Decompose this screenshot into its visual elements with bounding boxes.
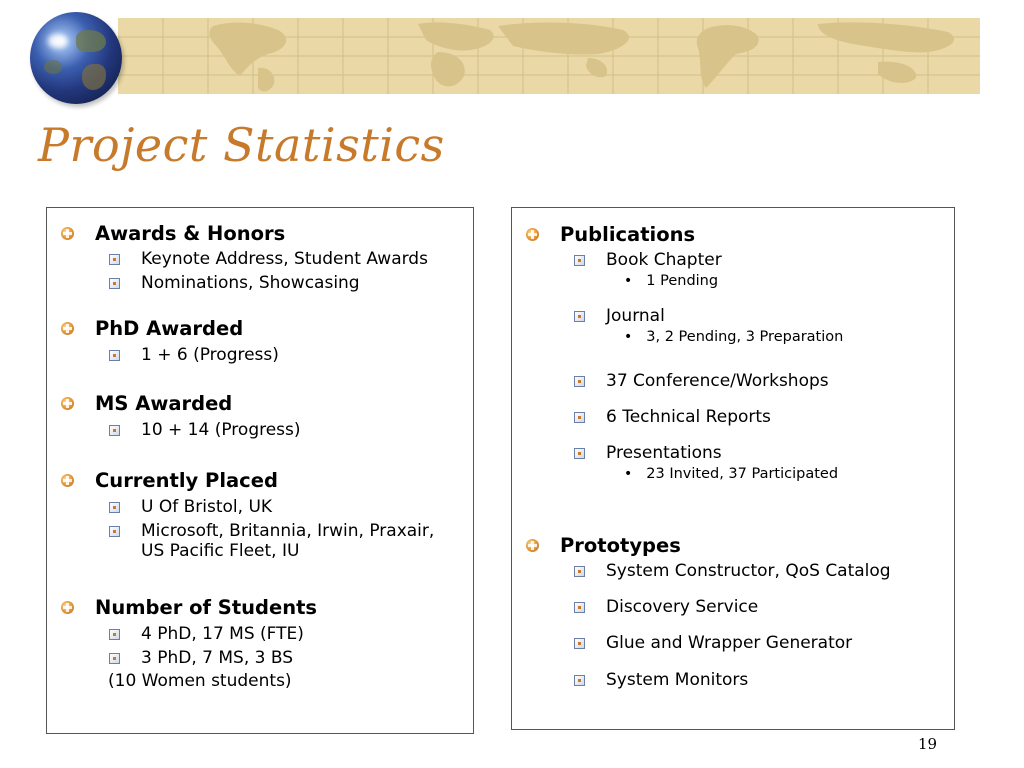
list-item: Journal bbox=[574, 306, 665, 326]
round-bullet-icon bbox=[61, 322, 74, 335]
square-bullet-icon bbox=[574, 675, 585, 686]
square-bullet-icon bbox=[574, 376, 585, 387]
section-prototypes bbox=[526, 534, 681, 557]
detail-item: • 3, 2 Pending, 3 Preparation bbox=[624, 329, 844, 345]
list-item: Microsoft, Britannia, Irwin, Praxair, US Pacific Fleet, IU bbox=[109, 521, 434, 561]
round-bullet-icon bbox=[526, 228, 539, 241]
list-item: Book Chapter bbox=[574, 250, 722, 270]
list-item: 37 Conference/Workshops bbox=[574, 371, 829, 391]
section-heading: Awards & Honors bbox=[95, 222, 286, 245]
list-item: System Constructor, QoS Catalog bbox=[574, 561, 891, 581]
section-ms bbox=[61, 392, 232, 415]
section-students bbox=[61, 596, 317, 619]
square-bullet-icon bbox=[574, 566, 585, 577]
page-number: 19 bbox=[918, 735, 938, 753]
world-map-banner bbox=[118, 18, 980, 94]
square-bullet-icon bbox=[109, 526, 120, 537]
section-publications bbox=[526, 223, 695, 246]
square-bullet-icon bbox=[109, 278, 120, 289]
section-heading: MS Awarded bbox=[95, 392, 233, 415]
list-item: 10 + 14 (Progress) bbox=[109, 420, 301, 440]
students-note: (10 Women students) bbox=[108, 671, 292, 691]
section-awards bbox=[61, 222, 285, 245]
dot-bullet-icon: • bbox=[624, 273, 633, 289]
list-item: Presentations bbox=[574, 443, 722, 463]
world-map-graphic bbox=[118, 18, 980, 94]
square-bullet-icon bbox=[109, 629, 120, 640]
list-item: 3 PhD, 7 MS, 3 BS bbox=[109, 648, 293, 668]
square-bullet-icon bbox=[109, 425, 120, 436]
list-item: U Of Bristol, UK bbox=[109, 497, 272, 517]
list-item: Discovery Service bbox=[574, 597, 758, 617]
detail-item: • 1 Pending bbox=[624, 273, 719, 289]
square-bullet-icon bbox=[574, 602, 585, 613]
left-panel bbox=[46, 207, 474, 734]
globe-icon bbox=[30, 12, 122, 104]
dot-bullet-icon: • bbox=[624, 329, 633, 345]
section-heading: Prototypes bbox=[560, 534, 681, 557]
page-title: Project Statistics bbox=[38, 118, 445, 172]
round-bullet-icon bbox=[61, 601, 74, 614]
square-bullet-icon bbox=[109, 502, 120, 513]
section-heading: Currently Placed bbox=[95, 469, 278, 492]
section-phd bbox=[61, 317, 243, 340]
square-bullet-icon bbox=[574, 255, 585, 266]
section-placed bbox=[61, 469, 278, 492]
right-panel bbox=[511, 207, 955, 730]
square-bullet-icon bbox=[574, 638, 585, 649]
square-bullet-icon bbox=[574, 448, 585, 459]
square-bullet-icon bbox=[574, 412, 585, 423]
square-bullet-icon bbox=[109, 254, 120, 265]
list-item: Keynote Address, Student Awards bbox=[109, 249, 428, 269]
round-bullet-icon bbox=[61, 474, 74, 487]
list-item: Glue and Wrapper Generator bbox=[574, 633, 852, 653]
round-bullet-icon bbox=[61, 397, 74, 410]
round-bullet-icon bbox=[61, 227, 74, 240]
list-item: 4 PhD, 17 MS (FTE) bbox=[109, 624, 304, 644]
section-heading: Number of Students bbox=[95, 596, 318, 619]
detail-item: • 23 Invited, 37 Participated bbox=[624, 466, 839, 482]
square-bullet-icon bbox=[109, 653, 120, 664]
section-heading: PhD Awarded bbox=[95, 317, 244, 340]
dot-bullet-icon: • bbox=[624, 466, 633, 482]
square-bullet-icon bbox=[109, 350, 120, 361]
list-item: 1 + 6 (Progress) bbox=[109, 345, 279, 365]
square-bullet-icon bbox=[574, 311, 585, 322]
list-item: 6 Technical Reports bbox=[574, 407, 771, 427]
round-bullet-icon bbox=[526, 539, 539, 552]
list-item: System Monitors bbox=[574, 670, 748, 690]
section-heading: Publications bbox=[560, 223, 696, 246]
list-item: Nominations, Showcasing bbox=[109, 273, 360, 293]
